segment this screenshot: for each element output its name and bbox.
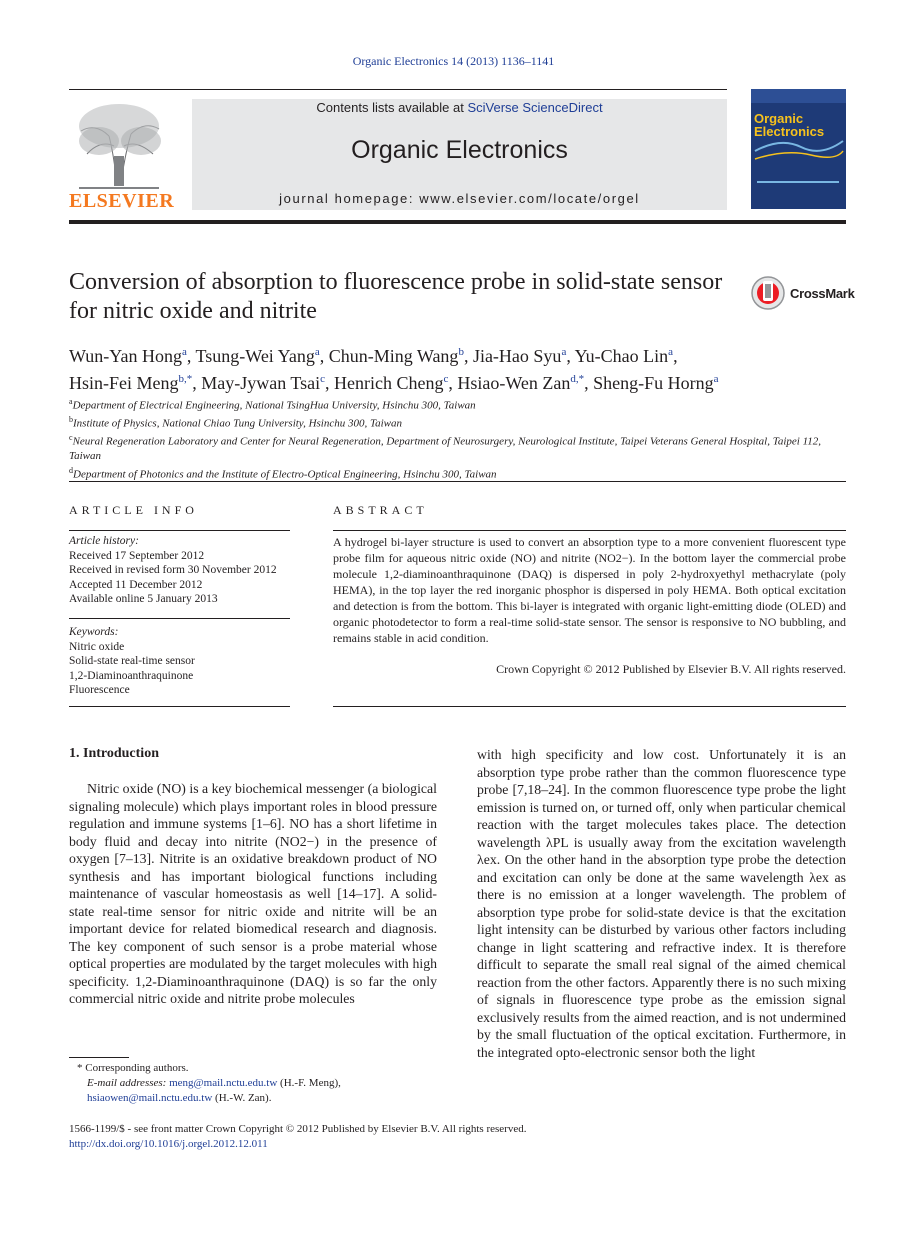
journal-homepage[interactable]: journal homepage: www.elsevier.com/locate/orgel [279,191,640,206]
history-item: Received 17 September 2012 [69,549,205,562]
affiliation-item: $^b$Institute of Physics, National Chiao Tung University, Hsinchu 300, Taiwan [69,415,402,430]
issn-line: 1566-1199/$ - see front matter Crown Copyright © 2012 Published by Elsevier B.V. All rights reserved. http://dx.doi.org/10.1016/j.orgel.2012.12.011 [69,1123,527,1150]
journal-name: Organic Electronics [351,136,568,164]
history-item: Available online 5 January 2013 [69,593,218,606]
abstract-copyright: Crown Copyright © 2012 Published by Elsevier B.V. All rights reserved. [496,662,846,676]
elsevier-wordmark: ELSEVIER [69,190,175,212]
author-affiliation-mark[interactable]: b [458,346,464,358]
history-item: Accepted 11 December 2012 [69,578,203,591]
author-affiliation-mark[interactable]: a [713,373,719,385]
author-name: Sheng-Fu Horng [593,373,714,393]
author-name: Tsung-Wei Yang [195,346,315,366]
author-affiliation-mark[interactable]: a [561,346,567,358]
author-affiliation-mark[interactable]: c [320,373,326,385]
author-list: Wun-Yan Hong$^a$, Tsung-Wei Yang$^a$, Chun-Ming Wang$^b$, Jia-Hao Syu$^a$, Yu-Chao Lin$^a$, Hsin-Fei Meng$^{b,*}$, May-Jywan Tsai$^c$, Henrich Cheng$^c$, Hsiao-Wen Zan$^{d,*}$, Sheng-Fu Horng$^a$ [69,346,719,393]
affiliation-item: $^d$Department of Photonics and the Institute of Electro-Optical Engineering, Hsinchu 300, Taiwan [69,465,497,481]
history-item: Received in revised form 30 November 2012 [69,564,277,577]
keywords [69,625,294,698]
author-name: Hsiao-Wen Zan [457,373,571,393]
journal-cover [751,89,846,209]
email-line: E-mail addresses: meng@mail.nctu.edu.tw (H.-F. Meng), hsiaowen@mail.nctu.edu.tw (H.-W. Zan). [87,1077,341,1104]
divider [333,530,846,531]
author-affiliation-mark[interactable]: b,* [178,373,193,385]
abstract-heading: ABSTRACT [333,503,428,517]
doi-link[interactable]: http://dx.doi.org/10.1016/j.orgel.2012.12.011 [69,1138,268,1150]
crossmark-icon[interactable] [751,276,787,310]
author-affiliation-mark[interactable]: c [443,373,449,385]
author-name: Yu-Chao Lin [574,346,669,366]
author-name: Henrich Cheng [334,373,444,393]
affiliation-list [69,395,849,482]
header-top-rule [69,89,727,90]
author-name: Jia-Hao Syu [472,346,562,366]
author-name: Wun-Yan Hong [69,346,182,366]
intro-right-column: with high specificity and low cost. Unfortunately it is an absorption type probe rather than the common fluorescence type probe [7,18–24]. In the common fluorescence type probe the light emission is turned on, or turned off, only when particular chemical reaction with the target molecules takes place. The detection wavelength λPL is usually away from the excitation wavelength λex. On the other hand in the absorption type probe the detection and excitation can only be done at the same wavelength λex as there is no emission at a longer wavelength. The problem of absorption type probe for solid-state device is that the excitation light intensity can be disturbed by various other factors including change in light scattering and refractive index. It is therefore difficult to separate the small real signal of the aimed chemical reaction from the other factors. Apparently there is no such mixing of signals in fluorescence type probe as the emission signal exclusively results from the aimed reaction, and is not undermined by the small fluctuation of the optical excitation. Furthermore, in the integrated opto-electronic sensor both the light [477,747,846,1060]
keyword-item: Solid-state real-time sensor [69,655,195,668]
author-name: Chun-Ming Wang [328,346,459,366]
author-affiliation-mark[interactable]: a [181,346,187,358]
footnote [69,1061,437,1106]
author-affiliation-mark[interactable]: a [668,346,674,358]
article-history [69,534,294,607]
article-title: Conversion of absorption to fluorescence probe in solid-state sensor for nitric oxide and nitrite [69,269,723,324]
affiliation-item: $^a$Department of Electrical Engineering, National TsingHua University, Hsinchu 300, Taiwan [69,397,476,412]
email-link-meng[interactable]: meng@mail.nctu.edu.tw [169,1077,278,1089]
keywords-label: Keywords: [69,626,119,638]
affiliation-item: $^c$Neural Regeneration Laboratory and Center for Neural Regeneration, Department of Neurosurgery, Neurological Institute, Taipei Veterans General Hospital, Taipei 112, Taiwan [69,433,822,463]
author-affiliation-mark[interactable]: a [314,346,320,358]
divider [69,481,846,482]
sciencedirect-link[interactable]: SciVerse ScienceDirect [467,100,603,115]
header-thick-rule [69,220,846,224]
intro-left-column: Nitric oxide (NO) is a key biochemical messenger (a biological signaling molecule) which plays important roles in blood pressure regulation and immune systems [1–6]. NO has a short lifetime in body fluid and decay into nitrite (NO2−) in the presence of oxygen [7–13]. Nitrite is an oxidative breakdown product of NO synthesis and has important biological functions including maintenance of vascular homeostasis as well [14–17]. A solid-state real-time sensor for nitric oxide and nitrite will be an important device for related biomedical research and diagnosis. The key component of such sensor is a probe material whose optical properties are modulated by the target molecules with high specificity. 1,2-Diaminoanthraquinone (DAQ) is so far the only commercial nitric oxide and nitrite probe molecules [69,781,437,1006]
divider [333,706,846,707]
section-heading: 1. Introduction [69,746,159,761]
author-name: Hsin-Fei Meng [69,373,179,393]
journal-citation[interactable]: Organic Electronics 14 (2013) 1136–1141 [352,54,555,68]
footnote-rule [69,1057,129,1058]
divider [69,618,290,619]
article-info-heading: ARTICLE INFO [69,503,198,517]
cover-art [751,89,846,209]
history-label: Article history: [69,535,139,547]
cover-title: Organic Electronics [754,111,825,139]
divider [69,706,290,707]
email-link-zan[interactable]: hsiaowen@mail.nctu.edu.tw [87,1092,213,1104]
keyword-item: Fluorescence [69,684,130,697]
crossmark-label[interactable]: CrossMark [790,286,855,301]
keyword-item: 1,2-Diaminoanthraquinone [69,669,194,682]
corresponding-note: * Corresponding authors. [77,1062,189,1074]
abstract-text: A hydrogel bi-layer structure is used to convert an absorption type to a more convenient fluorescent type probe film for aqueous nitric oxide (NO) and nitrite (NO2−). In the bottom layer the commercial probe molecule 1,2-diaminoanthraquinone (DAQ) is dispersed in poly 2-hydroxyethyl methacrylate (poly HEMA), in the top layer the red inorganic phosphor is dispersed in poly HEMA. Both optical excitation and detection is from the bottom. This bi-layer is integrated with organic light-emitting diode (OLED) and organic photodetector to form a real-time solid-state sensor. The sensor is responsive to NO bubbling, and remains stable in acid condition. [333,535,846,645]
divider [69,530,290,531]
author-name: May-Jywan Tsai [201,373,321,393]
contents-line: Contents lists available at SciVerse ScienceDirect [316,100,603,115]
keyword-item: Nitric oxide [69,640,125,653]
author-affiliation-mark[interactable]: d,* [570,373,585,385]
